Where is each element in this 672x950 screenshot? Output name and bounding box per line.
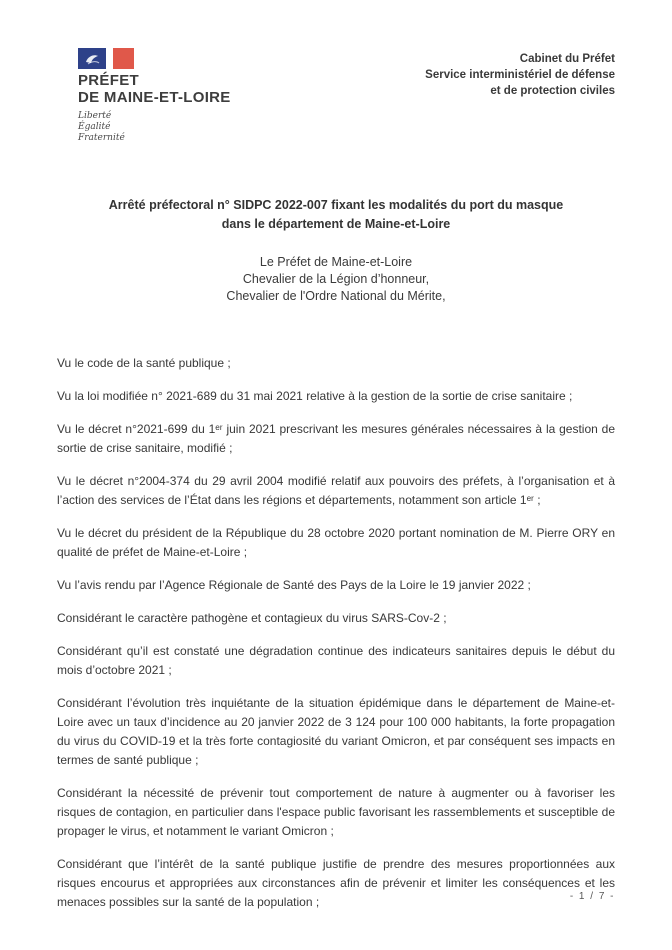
marianne-silhouette-icon xyxy=(78,48,106,69)
title-line1: Arrêté préfectoral n° SIDPC 2022-007 fixant les modalités du port du masque xyxy=(108,198,564,212)
paragraph-vu-4: Vu le décret n°2004-374 du 29 avril 2004 modifié relatif aux pouvoirs des préfets, à l’organisation et à l’action des services de l’État dans les régions et départements, notamment son article 1ᵉʳ ; xyxy=(57,474,615,507)
document-title xyxy=(0,196,672,234)
prefet-line2: DE MAINE-ET-LOIRE xyxy=(78,89,231,106)
document-body xyxy=(0,354,672,912)
page-number: - 1 / 7 - xyxy=(569,891,615,902)
authority-block xyxy=(0,254,672,305)
paragraph-considerant-3: Considérant l’évolution très inquiétante de la situation épidémique dans le département de Maine-et-Loire avec un taux d’incidence au 20 janvier 2022 de 3 124 pour 100 000 habitants, la forte propagation du virus du COVID-19 et la très forte contagiosité du variant Omicron, et par conséquent ses impacts en termes de santé publique ; xyxy=(57,696,615,767)
prefet-wordmark xyxy=(78,72,378,106)
paragraph-vu-5: Vu le décret du président de la République du 28 octobre 2020 portant nomination de M. Pierre ORY en qualité de préfet de Maine-et-Loire ; xyxy=(57,526,615,559)
flag-red-icon xyxy=(113,48,134,69)
paragraph-vu-1: Vu le code de la santé publique ; xyxy=(57,356,231,370)
french-flag-icon xyxy=(78,47,378,69)
authority-line3: Chevalier de l'Ordre National du Mérite, xyxy=(226,289,446,303)
motto-egalite: Égalité xyxy=(78,122,111,132)
service-line1: Cabinet du Préfet xyxy=(519,53,615,65)
issuing-service-block xyxy=(425,47,615,99)
authority-line2: Chevalier de la Légion d’honneur, xyxy=(242,272,430,286)
title-line2: dans le département de Maine-et-Loire xyxy=(221,217,451,231)
paragraph-vu-2: Vu la loi modifiée n° 2021-689 du 31 mai 2021 relative à la gestion de la sortie de crise sanitaire ; xyxy=(57,389,573,403)
paragraph-considerant-2: Considérant qu’il est constaté une dégradation continue des indicateurs sanitaires depuis le début du mois d’octobre 2021 ; xyxy=(57,644,615,677)
document-header xyxy=(0,0,672,144)
republic-logo-block xyxy=(78,47,378,144)
paragraph-considerant-1: Considérant le caractère pathogène et contagieux du virus SARS-Cov-2 ; xyxy=(57,611,447,625)
republic-motto xyxy=(78,111,378,144)
service-line2: Service interministériel de défense xyxy=(425,69,615,81)
motto-liberte: Liberté xyxy=(78,111,112,121)
service-line3: et de protection civiles xyxy=(490,85,615,97)
paragraph-considerant-5: Considérant que l’intérêt de la santé publique justifie de prendre des mesures proportionnées aux risques encourus et appropriées aux circonstances afin de prévenir et limiter les conséquences et les menaces possibles sur la santé de la population ; xyxy=(57,857,615,909)
prefet-line1: PRÉFET xyxy=(78,72,139,89)
motto-fraternite: Fraternité xyxy=(78,133,125,143)
paragraph-considerant-4: Considérant la nécessité de prévenir tout comportement de nature à augmenter ou à favoriser les risques de contagion, en particulier dans l'espace public favorisant les rassemblements et susceptible de propager le virus, et notamment le variant Omicron ; xyxy=(57,786,615,838)
paragraph-vu-3: Vu le décret n°2021-699 du 1ᵉʳ juin 2021 prescrivant les mesures générales nécessaires à la gestion de sortie de crise sanitaire, modifié ; xyxy=(57,422,615,455)
authority-line1: Le Préfet de Maine-et-Loire xyxy=(259,255,413,269)
paragraph-vu-6: Vu l’avis rendu par l’Agence Régionale de Santé des Pays de la Loire le 19 janvier 2022 ; xyxy=(57,578,531,592)
flag-blue-marianne-icon xyxy=(78,48,106,69)
